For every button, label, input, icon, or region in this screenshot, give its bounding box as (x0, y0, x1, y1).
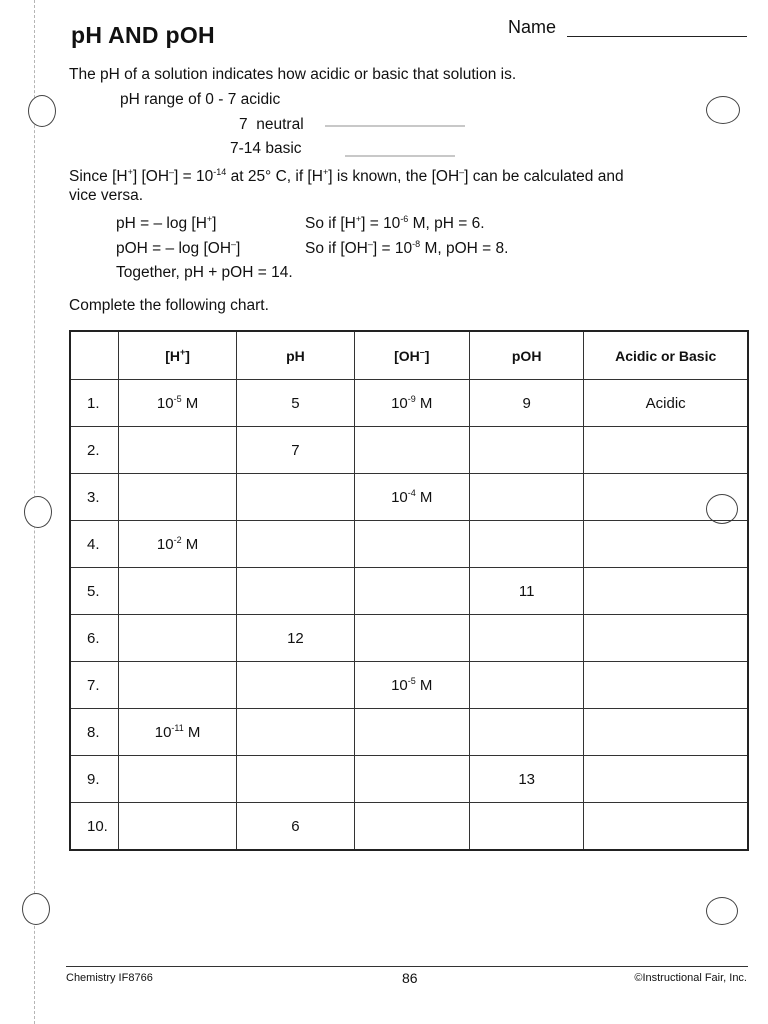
cell-h-concentration[interactable] (118, 521, 236, 568)
header-h-concentration (118, 331, 236, 380)
cell-poh[interactable] (469, 709, 583, 756)
cell-oh-concentration[interactable] (354, 521, 469, 568)
cell-poh[interactable] (469, 803, 583, 851)
cell-oh-concentration[interactable] (354, 380, 469, 427)
cell-h-concentration[interactable] (118, 427, 236, 474)
table-row (70, 427, 748, 474)
header-text: ] (424, 347, 430, 364)
superscript: – (231, 239, 237, 249)
cell-oh-concentration[interactable] (354, 474, 469, 521)
text-fragment: ] = 10 (174, 168, 214, 185)
footer-left: Chemistry IF8766 (66, 972, 153, 984)
conc-exponent: -5 (407, 675, 416, 686)
range-neutral-word: neutral (256, 116, 304, 133)
cell-h-concentration[interactable] (118, 756, 236, 803)
cell-oh-concentration[interactable] (354, 756, 469, 803)
cell-ph[interactable] (237, 474, 354, 521)
cell-acidic-or-basic[interactable] (584, 615, 748, 662)
chart-instruction: Complete the following chart. (69, 297, 269, 314)
text-fragment: ] (236, 240, 241, 257)
table-row (70, 709, 748, 756)
header-oh-concentration (354, 331, 469, 380)
cell-poh[interactable] (469, 662, 583, 709)
range-neutral (239, 116, 304, 134)
cell-h-concentration[interactable] (118, 568, 236, 615)
header-text: [H (165, 347, 181, 364)
cell-acidic-or-basic[interactable] (584, 803, 748, 851)
text-fragment: pOH = – log [OH (116, 240, 232, 257)
text-fragment: ] (212, 215, 217, 232)
cell-oh-concentration[interactable] (354, 662, 469, 709)
cell-h-concentration[interactable] (118, 803, 236, 851)
conc-base: 10 (391, 676, 408, 694)
cell-poh[interactable] (469, 521, 583, 568)
superscript: – (459, 167, 465, 177)
cell-poh[interactable] (469, 474, 583, 521)
conc-unit: M (415, 676, 433, 694)
table-body (70, 380, 748, 851)
vice-versa: vice versa. (69, 187, 144, 204)
header-text: ] (185, 347, 190, 364)
row-number: 8. (70, 709, 118, 756)
text-fragment: Since [H (69, 168, 128, 185)
text-fragment: ] = 10 (361, 215, 401, 232)
table-row (70, 380, 748, 427)
intro-line: The pH of a solution indicates how acidic or basic that solution is. (69, 66, 517, 83)
cell-ph[interactable]: 7 (237, 427, 354, 474)
cell-acidic-or-basic[interactable] (584, 427, 748, 474)
text-fragment: So if [H (305, 215, 356, 232)
footer-right: ©Instructional Fair, Inc. (634, 972, 747, 984)
cell-oh-concentration[interactable] (354, 568, 469, 615)
table-row (70, 521, 748, 568)
cell-ph[interactable]: 6 (237, 803, 354, 851)
scan-smudge (325, 125, 465, 127)
together-formula: Together, pH + pOH = 14. (116, 264, 293, 281)
text-fragment: M, pH = 6. (408, 215, 485, 232)
cell-oh-concentration[interactable] (354, 615, 469, 662)
row-number: 9. (70, 756, 118, 803)
header-number (70, 331, 118, 380)
cell-acidic-or-basic[interactable] (584, 756, 748, 803)
row-number: 2. (70, 427, 118, 474)
punch-hole-right-top (706, 96, 740, 124)
cell-h-concentration[interactable] (118, 662, 236, 709)
cell-acidic-or-basic[interactable] (584, 662, 748, 709)
table-row (70, 803, 748, 851)
superscript: – (169, 167, 175, 177)
ph-example (305, 215, 485, 233)
punch-hole-left-bottom (22, 893, 50, 925)
cell-ph[interactable]: 12 (237, 615, 354, 662)
text-fragment: ] = 10 (372, 240, 413, 257)
range-basic: 7-14 basic (230, 140, 302, 157)
range-acidic: pH range of 0 - 7 acidic (120, 91, 281, 108)
header-poh: pOH (469, 331, 583, 380)
superscript: -8 (412, 239, 421, 249)
table-row (70, 474, 748, 521)
text-fragment: ] can be calculated and (464, 168, 624, 185)
conc-unit: M (183, 723, 201, 741)
cell-ph[interactable] (237, 662, 354, 709)
cell-h-concentration[interactable] (118, 615, 236, 662)
footer-rule (66, 966, 748, 967)
conc-base: 10 (391, 488, 408, 506)
text-fragment: So if [OH (305, 240, 368, 257)
text-fragment: M, pOH = 8. (420, 240, 509, 257)
table-row (70, 756, 748, 803)
page-number: 86 (402, 970, 418, 986)
poh-definition (116, 240, 240, 258)
conc-base: 10 (156, 535, 174, 553)
superscript: + (180, 346, 186, 357)
superscript: + (127, 167, 133, 177)
cell-oh-concentration[interactable] (354, 709, 469, 756)
cell-ph[interactable] (237, 521, 354, 568)
cell-poh[interactable] (469, 427, 583, 474)
conc-base: 10 (391, 394, 408, 412)
conc-unit: M (415, 394, 433, 412)
superscript: -6 (400, 214, 409, 224)
table-row (70, 615, 748, 662)
cell-ph[interactable] (237, 756, 354, 803)
cell-acidic-or-basic[interactable] (584, 568, 748, 615)
table-row (70, 568, 748, 615)
row-number: 6. (70, 615, 118, 662)
ph-definition (116, 215, 216, 233)
text-fragment: at 25° C, if [H (226, 168, 323, 185)
superscript: + (206, 214, 213, 224)
cell-oh-concentration[interactable] (354, 427, 469, 474)
text-fragment: ] [OH (132, 168, 170, 185)
cell-acidic-or-basic[interactable] (584, 521, 748, 568)
conc-exponent: -9 (407, 393, 416, 404)
name-label: Name (508, 17, 557, 37)
range-neutral-number: 7 (239, 116, 248, 133)
cell-poh[interactable] (469, 615, 583, 662)
cell-h-concentration[interactable] (118, 709, 236, 756)
conc-exponent: -2 (173, 534, 182, 545)
cell-h-concentration[interactable] (118, 380, 236, 427)
cell-acidic-or-basic[interactable]: Acidic (584, 380, 748, 427)
superscript: -14 (213, 167, 227, 177)
conc-unit: M (181, 535, 199, 553)
ph-poh-chart (69, 330, 749, 851)
cell-poh[interactable]: 9 (469, 380, 583, 427)
header-ph: pH (237, 331, 354, 380)
row-number: 7. (70, 662, 118, 709)
row-number: 4. (70, 521, 118, 568)
cell-h-concentration[interactable] (118, 474, 236, 521)
text-fragment: ] is known, the [OH (328, 168, 460, 185)
name-line (567, 36, 747, 37)
text-fragment: pH = – log [H (116, 215, 207, 232)
cell-poh[interactable]: 13 (469, 756, 583, 803)
row-number: 1. (70, 380, 118, 427)
punch-hole-left-middle (24, 496, 52, 528)
cell-oh-concentration[interactable] (354, 803, 469, 851)
cell-poh[interactable]: 11 (469, 568, 583, 615)
table-header-row (70, 331, 748, 380)
row-number: 3. (70, 474, 118, 521)
conc-exponent: -5 (173, 393, 182, 404)
punch-hole-left-top (28, 95, 56, 127)
punch-hole-right-bottom (706, 897, 738, 925)
superscript: + (322, 167, 329, 177)
conc-unit: M (181, 394, 199, 412)
header-acidic-or-basic: Acidic or Basic (584, 331, 748, 380)
poh-example (305, 240, 508, 258)
superscript: – (419, 346, 425, 357)
cell-ph[interactable]: 5 (237, 380, 354, 427)
cell-acidic-or-basic[interactable] (584, 474, 748, 521)
header-text: [OH (394, 347, 420, 364)
superscript: + (355, 214, 362, 224)
conc-base: 10 (154, 723, 172, 741)
scan-smudge (345, 155, 455, 157)
row-number: 5. (70, 568, 118, 615)
conc-exponent: -4 (407, 487, 416, 498)
since-sentence (69, 168, 624, 186)
table-row (70, 662, 748, 709)
cell-ph[interactable] (237, 709, 354, 756)
conc-unit: M (415, 488, 433, 506)
cell-ph[interactable] (237, 568, 354, 615)
cell-acidic-or-basic[interactable] (584, 709, 748, 756)
page-title: pH AND pOH (71, 22, 215, 48)
conc-base: 10 (156, 394, 174, 412)
superscript: – (367, 239, 373, 249)
conc-exponent: -11 (171, 722, 184, 733)
row-number: 10. (70, 803, 118, 851)
